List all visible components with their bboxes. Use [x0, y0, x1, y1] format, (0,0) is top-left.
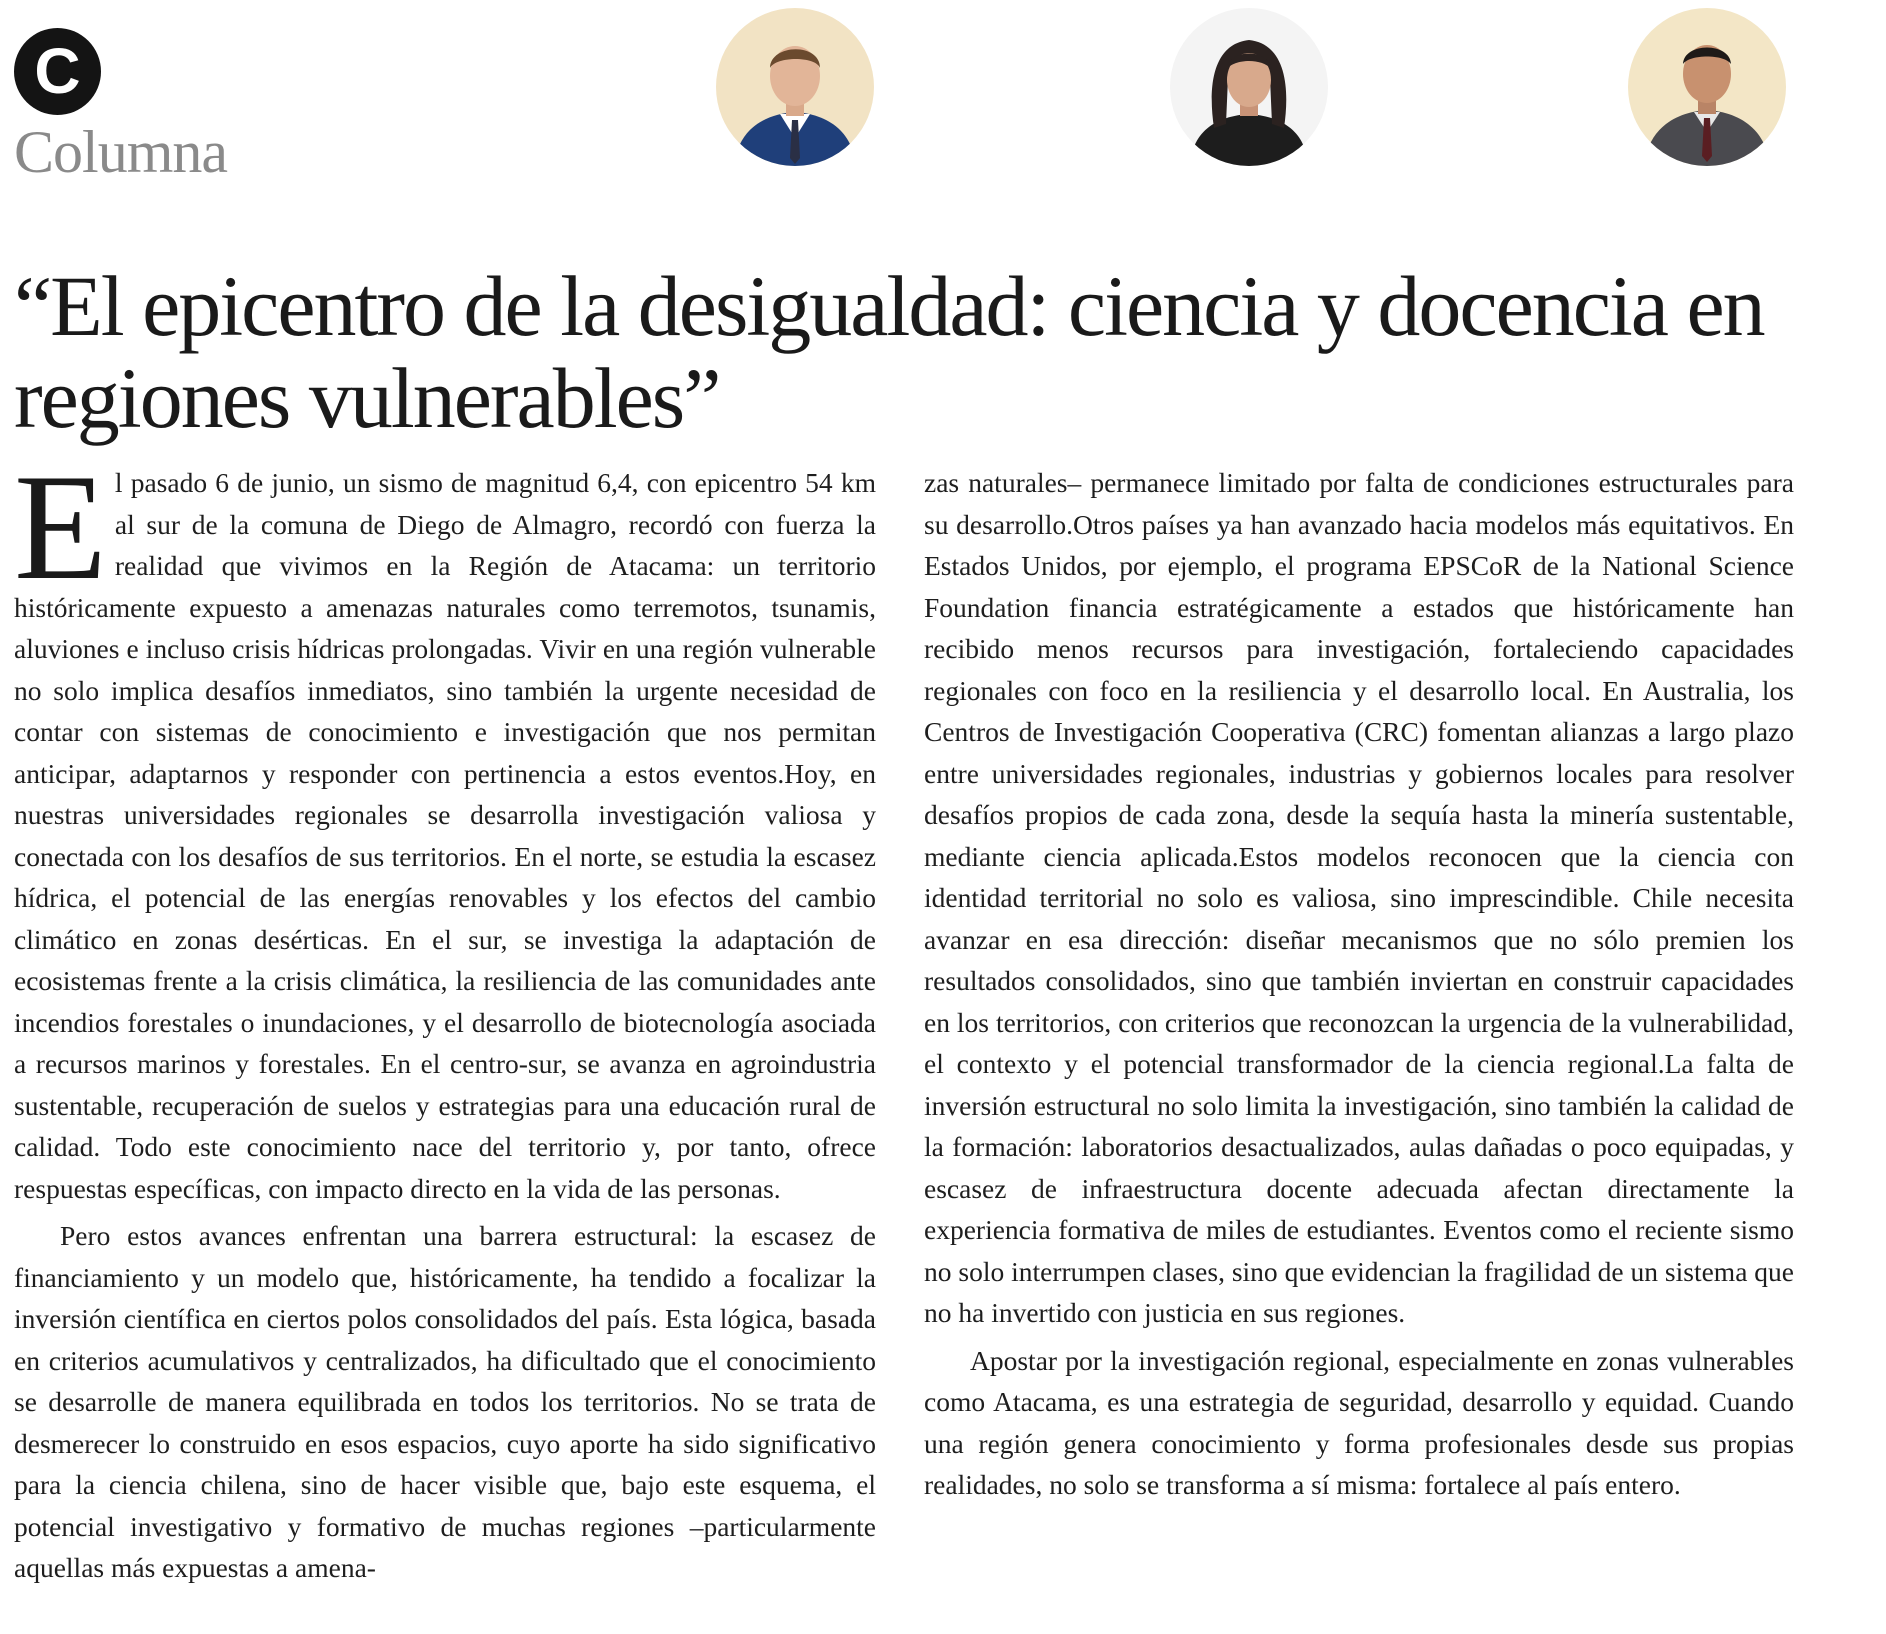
- author-portrait-icon: [1170, 8, 1328, 166]
- author-portrait-icon: [716, 8, 874, 166]
- section-label: Columna: [14, 119, 227, 185]
- article-paragraph-continued: zas naturales– permanece limitado por falta de condiciones estructurales para su desarrollo.Otros países ya han avanzado hacia modelos más equitativos. En Estados Unidos, por ejemplo, el programa EPSCoR de la National Science Foundation financia estratégicamente a estados que históricamente han recibido menos recursos para investigación, fortaleciendo capacidades regionales con foco en la resiliencia y el desarrollo local. En Australia, los Centros de Investigación Cooperativa (CRC) fomentan alianzas a largo plazo entre universidades regionales, industrias y gobiernos locales para resolver desafíos propios de cada zona, desde la sequía hasta la minería sustentable, mediante ciencia aplicada.Estos modelos reconocen que la ciencia con identidad territorial no solo es valiosa, sino imprescindible. Chile necesita avanzar en esa dirección: diseñar mecanismos que no sólo premien los resultados consolidados, sino que también inviertan en construir capacidades en los territorios, con criterios que reconozcan la urgencia de la vulnerabilidad, el contexto y el potencial transformador de la ciencia regional.La falta de inversión estructural no solo limita la investigación, sino también la calidad de la formación: laboratorios desactualizados, aulas dañadas o poco equipadas, y escasez de infraestructura docente adecuada afectan directamente la experiencia formativa de miles de estudiantes. Eventos como el reciente sismo no solo interrumpen clases, sino que evidencian la fragilidad de un sistema que no ha invertido con justicia en sus regiones.: [924, 467, 1794, 1328]
- article-paragraph: Apostar por la investigación regional, especialmente en zonas vulnerables como Atacama, es una estrategia de seguridad, desarrollo y equidad. Cuando una región genera conocimiento y forma profesionales desde sus propias realidades, no solo se transforma a sí misma: fortalece al país entero.: [924, 1344, 1794, 1500]
- headline: “El epicentro de la desigualdad: ciencia y docencia en regiones vulnerables”: [14, 258, 1764, 446]
- article-paragraph: [14, 443, 876, 1209]
- article-column-right: [924, 462, 1794, 1506]
- article-column-left: [14, 443, 876, 1589]
- drop-cap: E: [14, 443, 107, 611]
- section-badge: C: [14, 28, 101, 115]
- author-portrait-icon: [1628, 8, 1786, 166]
- article-paragraph: Pero estos avances enfrentan una barrera estructural: la escasez de financiamiento y un modelo que, históricamente, ha tendido a focalizar la inversión científica en ciertos polos consolidados del país. Esta lógica, basada en criterios acumulativos y centralizados, ha dificultado que el conocimiento se desarrolle de manera equilibrada en todos los territorios. No se trata de desmerecer lo construido en esos espacios, cuyo aporte ha sido significativo para la ciencia chilena, sino de hacer visible que, bajo este esquema, el potencial investigativo y formativo de muchas regiones –particularmente aquellas más expuestas a amena-: [14, 1220, 876, 1583]
- paragraph-text: l pasado 6 de junio, un sismo de magnitud 6,4, con epicentro 54 km al sur de la comuna de Diego de Almagro, recordó con fuerza la realidad que vivimos en la Región de Atacama: un territorio históricamente expuesto a amenazas naturales como terremotos, tsunamis, aluviones e incluso crisis hídricas prolongadas. Vivir en una región vulnerable no solo implica desafíos inmediatos, sino también la urgente necesidad de contar con sistemas de conocimiento e investigación que nos permitan anticipar, adaptarnos y responder con pertinencia a estos eventos.Hoy, en nuestras universidades regionales se desarrolla investigación valiosa y conectada con los desafíos de sus territorios. En el norte, se estudia la escasez hídrica, el potencial de las energías renovables y los efectos del cambio climático en zonas desérticas. En el sur, se investiga la adaptación de ecosistemas frente a la crisis climática, la resiliencia de las comunidades ante incendios forestales o inundaciones, y el desarrollo de biotecnología asociada a recursos marinos y forestales. En el centro-sur, se avanza en agroindustria sustentable, recuperación de suelos y estrategias para una educación rural de calidad. Todo este conocimiento nace del territorio y, por tanto, ofrece respuestas específicas, con impacto directo en la vida de las personas.: [14, 467, 876, 1204]
